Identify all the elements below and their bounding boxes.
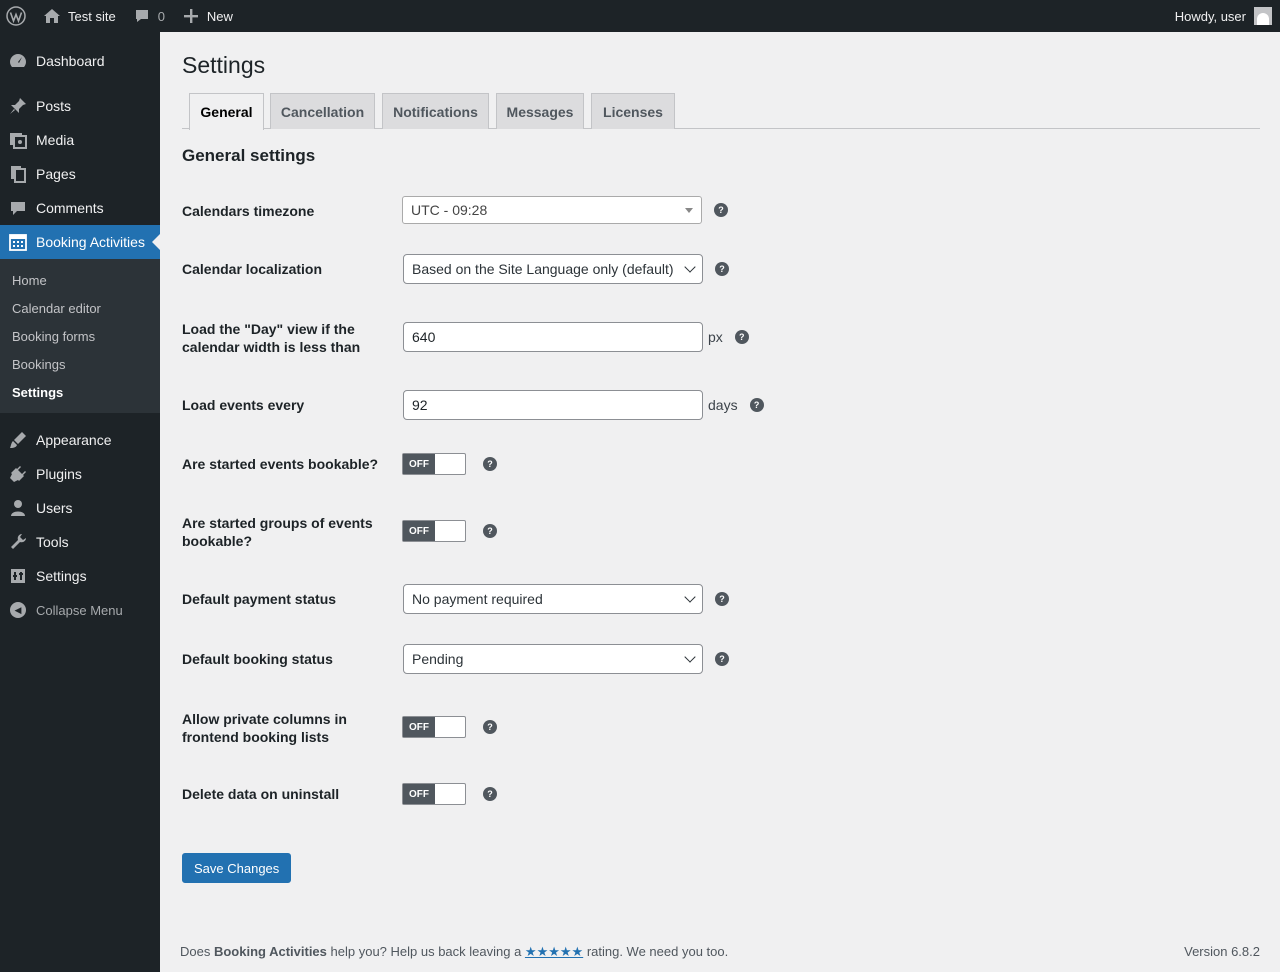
pin-icon — [0, 96, 36, 116]
sidebar-item-label: Media — [36, 132, 75, 148]
collapse-label: Collapse Menu — [36, 602, 123, 618]
payment-status-value: No payment required — [412, 591, 543, 607]
plug-icon — [0, 464, 36, 484]
comments-link[interactable] — [124, 0, 173, 32]
load-events-days-input[interactable]: 92 — [403, 390, 703, 420]
pages-icon — [0, 164, 36, 184]
submenu-item-settings[interactable]: Settings — [12, 384, 64, 400]
sidebar-item-label: Settings — [36, 568, 87, 584]
section-title: General settings — [182, 146, 316, 165]
help-icon[interactable]: ? — [714, 203, 728, 217]
setting-label: Default payment status — [182, 591, 337, 607]
booking-activities-submenu — [0, 259, 160, 413]
admin-bar — [0, 0, 1280, 32]
comment-icon — [0, 198, 36, 218]
timezone-value: UTC - 09:28 — [411, 202, 488, 218]
sidebar-item-label: Users — [36, 500, 73, 516]
help-icon[interactable]: ? — [735, 330, 749, 344]
user-icon — [0, 498, 36, 518]
started-groups-toggle[interactable] — [402, 520, 466, 542]
submenu-item-home[interactable]: Home — [12, 272, 47, 288]
settings-tabs — [182, 93, 1260, 129]
setting-label: Allow private columns in frontend booking lists — [182, 711, 347, 745]
wordpress-logo-button[interactable] — [0, 0, 34, 32]
setting-label: Are started events bookable? — [182, 456, 379, 472]
sidebar-item-plugins[interactable] — [0, 457, 160, 491]
footer-suffix: rating. We need you too. — [583, 944, 729, 959]
help-icon[interactable]: ? — [483, 787, 497, 801]
toggle-off-label: OFF — [403, 454, 435, 474]
sidebar-item-users[interactable] — [0, 491, 160, 525]
booking-status-value: Pending — [412, 651, 464, 667]
setting-label: Load the "Day" view if the calendar width is less than — [182, 321, 361, 355]
setting-label: Load events every — [182, 397, 305, 413]
setting-label: Delete data on uninstall — [182, 786, 340, 802]
tab-cancellation[interactable]: Cancellation — [270, 93, 375, 129]
sidebar-item-posts[interactable] — [0, 89, 160, 123]
chevron-down-icon — [684, 261, 695, 272]
delete-data-toggle[interactable] — [402, 783, 466, 805]
unit-px: px — [708, 329, 723, 345]
tab-notifications[interactable]: Notifications — [382, 93, 489, 129]
save-changes-button[interactable]: Save Changes — [182, 853, 291, 883]
setting-label: Calendars timezone — [182, 203, 315, 219]
site-name: Test site — [68, 8, 116, 24]
submenu-item-booking-forms[interactable]: Booking forms — [12, 328, 96, 344]
sidebar-item-appearance[interactable] — [0, 423, 160, 457]
version-text: Version 6.8.2 — [1184, 944, 1260, 959]
comment-icon — [132, 6, 152, 26]
sidebar-item-tools[interactable] — [0, 525, 160, 559]
private-columns-toggle[interactable] — [402, 716, 466, 738]
help-icon[interactable]: ? — [715, 592, 729, 606]
brush-icon — [0, 430, 36, 450]
setting-label: Calendar localization — [182, 261, 323, 277]
booking-status-select[interactable] — [403, 644, 703, 674]
footer-prefix: Does — [180, 944, 214, 959]
collapse-menu-button[interactable] — [0, 593, 160, 627]
plus-icon — [181, 6, 201, 26]
sidebar-item-settings[interactable] — [0, 559, 160, 593]
caret-down-icon — [685, 208, 693, 217]
localization-value: Based on the Site Language only (default) — [412, 261, 674, 277]
sidebar-item-label: Tools — [36, 534, 69, 550]
dashboard-icon — [0, 51, 36, 71]
submenu-item-calendar-editor[interactable]: Calendar editor — [12, 300, 101, 316]
sidebar-item-label: Posts — [36, 98, 72, 114]
sidebar-item-label: Plugins — [36, 466, 82, 482]
sidebar-item-label: Comments — [36, 200, 104, 216]
timezone-select[interactable] — [402, 196, 702, 224]
collapse-icon: ◀ — [0, 602, 36, 618]
sidebar-item-pages[interactable] — [0, 157, 160, 191]
avatar — [1254, 7, 1272, 25]
footer-plugin-name: Booking Activities — [213, 944, 327, 959]
site-name-link[interactable] — [34, 0, 124, 32]
wordpress-logo-icon — [6, 6, 26, 26]
sidebar-item-comments[interactable] — [0, 191, 160, 225]
chevron-down-icon — [684, 651, 695, 662]
sidebar-item-label: Appearance — [36, 432, 112, 448]
help-icon[interactable]: ? — [750, 398, 764, 412]
started-events-toggle[interactable] — [402, 453, 466, 475]
help-icon[interactable]: ? — [483, 457, 497, 471]
my-account-menu[interactable] — [1175, 7, 1280, 25]
sidebar-item-booking-activities[interactable] — [0, 225, 160, 259]
howdy-text: Howdy, user — [1174, 8, 1246, 24]
settings-icon — [0, 566, 36, 586]
submenu-item-bookings[interactable]: Bookings — [12, 356, 66, 372]
sidebar-item-label: Booking Activities — [36, 234, 145, 250]
home-icon — [42, 6, 62, 26]
help-icon[interactable]: ? — [715, 262, 729, 276]
help-icon[interactable]: ? — [483, 524, 497, 538]
toggle-off-label: OFF — [403, 784, 435, 804]
help-icon[interactable]: ? — [715, 652, 729, 666]
toggle-off-label: OFF — [403, 717, 435, 737]
calendar-icon — [0, 232, 36, 252]
new-content-button[interactable] — [173, 0, 241, 32]
sidebar-item-media[interactable] — [0, 123, 160, 157]
sidebar-item-label: Dashboard — [36, 53, 105, 69]
rating-stars-link[interactable]: ★★★★★ — [524, 944, 584, 959]
day-view-width-input[interactable]: 640 — [403, 322, 703, 352]
admin-sidebar — [0, 32, 160, 972]
chevron-down-icon — [684, 591, 695, 602]
tab-licenses[interactable]: Licenses — [591, 93, 675, 129]
help-icon[interactable]: ? — [483, 720, 497, 734]
payment-status-select[interactable] — [403, 584, 703, 614]
setting-label: Are started groups of events bookable? — [182, 515, 373, 549]
comments-count: 0 — [157, 8, 165, 24]
new-label: New — [206, 8, 233, 24]
sidebar-item-dashboard[interactable] — [0, 44, 160, 78]
media-icon — [0, 130, 36, 150]
page-title: Settings — [182, 52, 266, 78]
footer-text — [180, 944, 728, 960]
footer — [180, 944, 1260, 960]
localization-select[interactable] — [403, 254, 703, 284]
sidebar-item-label: Pages — [36, 166, 76, 182]
wrench-icon — [0, 532, 36, 552]
tab-general[interactable]: General — [189, 93, 264, 130]
tab-messages[interactable]: Messages — [496, 93, 584, 129]
unit-days: days — [708, 397, 738, 413]
setting-label: Default booking status — [182, 651, 333, 667]
footer-middle: help you? Help us back leaving a — [326, 944, 525, 959]
toggle-off-label: OFF — [403, 521, 435, 541]
